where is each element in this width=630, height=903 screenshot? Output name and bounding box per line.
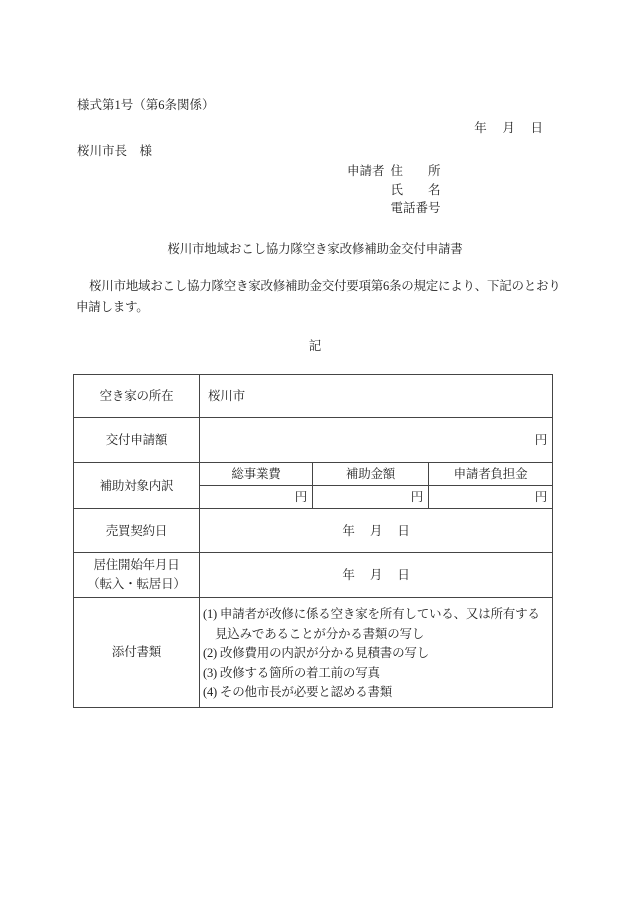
attachments-list xyxy=(200,598,553,708)
row-attachments xyxy=(74,598,553,708)
document-title: 桜川市地域おこし協力隊空き家改修補助金交付申請書 xyxy=(167,242,463,256)
applicant-fields xyxy=(391,162,441,218)
row-residence-start-date xyxy=(74,553,553,598)
breakdown-label: 補助対象内訳 xyxy=(74,463,200,509)
residence-date-value: 年 月 日 xyxy=(200,553,553,598)
applicant-name-field: 氏 名 xyxy=(390,182,441,197)
attachment-item-4: (4) その他市長が必要と認める書類 xyxy=(203,685,393,699)
breakdown-column-applicant-burden: 申請者負担金 xyxy=(429,463,553,486)
breakdown-column-total-cost: 総事業費 xyxy=(200,463,313,486)
application-table xyxy=(73,374,553,708)
row-contract-date xyxy=(74,509,553,553)
row-grant-amount xyxy=(74,418,553,463)
applicant-block xyxy=(347,162,441,218)
attachments-label: 添付書類 xyxy=(74,598,200,708)
residence-date-label xyxy=(74,553,200,598)
applicant-phone-field: 電話番号 xyxy=(390,201,441,215)
grant-amount-unit: 円 xyxy=(200,418,553,463)
attachment-item-2: (2) 改修費用の内訳が分かる見積書の写し xyxy=(203,646,430,660)
contract-date-label: 売買契約日 xyxy=(74,509,200,553)
vacant-house-location-value: 桜川市 xyxy=(200,375,553,418)
row-breakdown-headers xyxy=(74,463,553,486)
attachment-item-1: (1) 申請者が改修に係る空き家を所有している、又は所有する見込みであることが分かる書類の写し xyxy=(203,607,540,641)
contract-date-value: 年 月 日 xyxy=(200,509,553,553)
addressee: 桜川市長 様 xyxy=(77,144,153,158)
grant-amount-label: 交付申請額 xyxy=(74,418,200,463)
record-heading: 記 xyxy=(308,339,322,353)
applicant-label: 申請者 xyxy=(347,164,385,178)
breakdown-column-subsidy-amount: 補助金額 xyxy=(313,463,429,486)
body-paragraph: 桜川市地域おこし協力隊空き家改修補助金交付要項第6条の規定により、下記のとおり申請します。 xyxy=(76,279,561,314)
applicant-address-field: 住 所 xyxy=(390,164,441,178)
row-vacant-house-location xyxy=(74,375,553,418)
residence-date-label-line1: 居住開始年月日 xyxy=(93,558,180,572)
breakdown-unit-subsidy-amount: 円 xyxy=(313,486,429,509)
breakdown-unit-total-cost: 円 xyxy=(200,486,313,509)
breakdown-unit-applicant-burden: 円 xyxy=(429,486,553,509)
residence-date-label-line2: （転入・転居日） xyxy=(87,577,186,591)
date-line: 年 月 日 xyxy=(474,121,543,135)
attachment-item-3: (3) 改修する箇所の着工前の写真 xyxy=(203,665,380,680)
form-number: 様式第1号（第6条関係） xyxy=(77,98,215,112)
vacant-house-location-label: 空き家の所在 xyxy=(74,375,200,418)
